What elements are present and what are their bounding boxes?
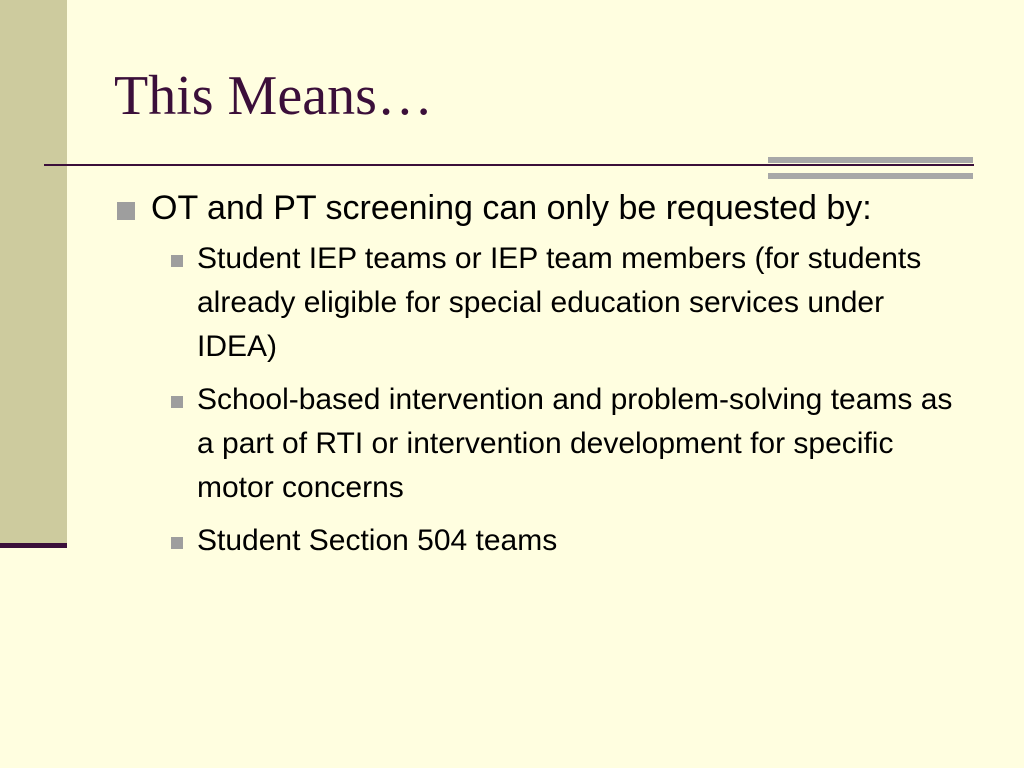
sub-bullet-text: School-based intervention and problem-solving teams as a part of RTI or intervention development for specific motor concerns [197, 383, 953, 504]
left-decorative-bar [0, 0, 67, 544]
accent-bar-bottom [768, 173, 973, 179]
slide-title: This Means… [114, 65, 433, 127]
left-bar-underline [0, 543, 67, 548]
sub-bullet-item [151, 378, 964, 510]
sub-bullet-text: Student IEP teams or IEP team members (for students already eligible for special education services under IDEA) [197, 242, 922, 363]
sub-bullet-text: Student Section 504 teams [197, 524, 558, 557]
bullet-item [114, 186, 964, 563]
accent-bars [768, 157, 973, 179]
slide-body [114, 186, 964, 572]
sub-bullet-item [151, 237, 964, 369]
sub-bullet-list [151, 237, 964, 563]
square-bullet-icon [171, 255, 183, 267]
sub-bullet-item [151, 519, 964, 563]
bullet-list [114, 186, 964, 563]
square-bullet-icon [171, 537, 183, 549]
square-bullet-icon [117, 202, 135, 220]
bullet-text: OT and PT screening can only be requested by: [151, 189, 872, 227]
square-bullet-icon [171, 396, 183, 408]
accent-bar-top [768, 157, 973, 163]
